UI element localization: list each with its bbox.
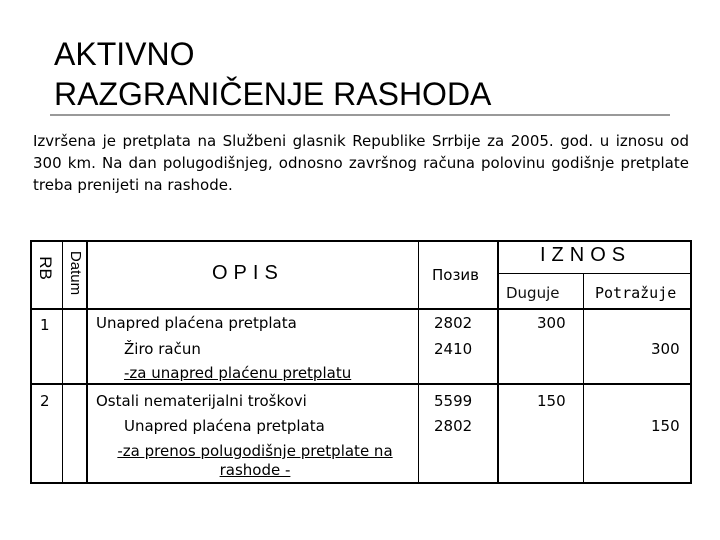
row-1-line-1-opis: Unapred plaćena pretplata	[96, 314, 297, 332]
row-2-rb: 2	[40, 392, 50, 410]
header-datum: Datum	[67, 250, 84, 296]
header-duguje: Duguje	[506, 284, 560, 302]
row-2-note-line-1: -za prenos polugodišnje pretplate na	[117, 442, 393, 460]
header-opis: OPIS	[212, 262, 284, 284]
row-1-rb: 1	[40, 316, 50, 334]
row-1-line-2-poziv: 2410	[434, 340, 473, 358]
title-line-2: RAZGRANIČENJE RASHODA	[54, 76, 492, 112]
row-2-note-line-2: rashode -	[219, 461, 291, 479]
row-2-line-2-potrazuje: 150	[651, 417, 680, 435]
poziv-iznos-divider	[497, 240, 499, 484]
iznos-divider	[497, 273, 692, 274]
row-2-line-1-poziv: 5599	[434, 392, 473, 410]
row-1-line-2-opis: Žiro račun	[124, 340, 201, 358]
row-2-line-2-opis: Unapred plaćena pretplata	[124, 417, 325, 435]
title-line-1: AKTIVNO	[54, 36, 195, 72]
row-2-line-2-poziv: 2802	[434, 417, 473, 435]
header-iznos: IZNOS	[540, 244, 632, 266]
row-1-bottom-border	[30, 383, 692, 385]
duguje-potrazuje-divider	[583, 274, 584, 484]
table-top-border	[30, 240, 692, 242]
row-1-line-1-poziv: 2802	[434, 314, 473, 332]
intro-paragraph: Izvršena je pretplata na Službeni glasnik Republike Srrbije za 2005. god. u iznosu od 300 km. Na dan polugodišnjeg, odnosno završnog računa polovinu godišnje pretplate treba prenijeti na rashode.	[33, 132, 689, 194]
row-1-note: -za unapred plaćenu pretplatu	[124, 364, 352, 382]
row-1-line-1-duguje: 300	[537, 314, 566, 332]
row-2-line-1-duguje: 150	[537, 392, 566, 410]
header-poziv: Позив	[432, 266, 480, 284]
row-2-line-1-opis: Ostali nematerijalni troškovi	[96, 392, 307, 410]
table-right-border	[690, 240, 692, 484]
rb-datum-divider	[62, 240, 63, 484]
header-bottom-border	[30, 308, 692, 310]
datum-opis-divider	[86, 240, 88, 484]
header-rb: RB	[36, 256, 55, 280]
table-left-border	[30, 240, 32, 484]
opis-poziv-divider	[418, 240, 419, 484]
row-1-line-2-potrazuje: 300	[651, 340, 680, 358]
header-potrazuje: Potražuje	[595, 284, 677, 302]
table-bottom-border	[30, 482, 692, 484]
